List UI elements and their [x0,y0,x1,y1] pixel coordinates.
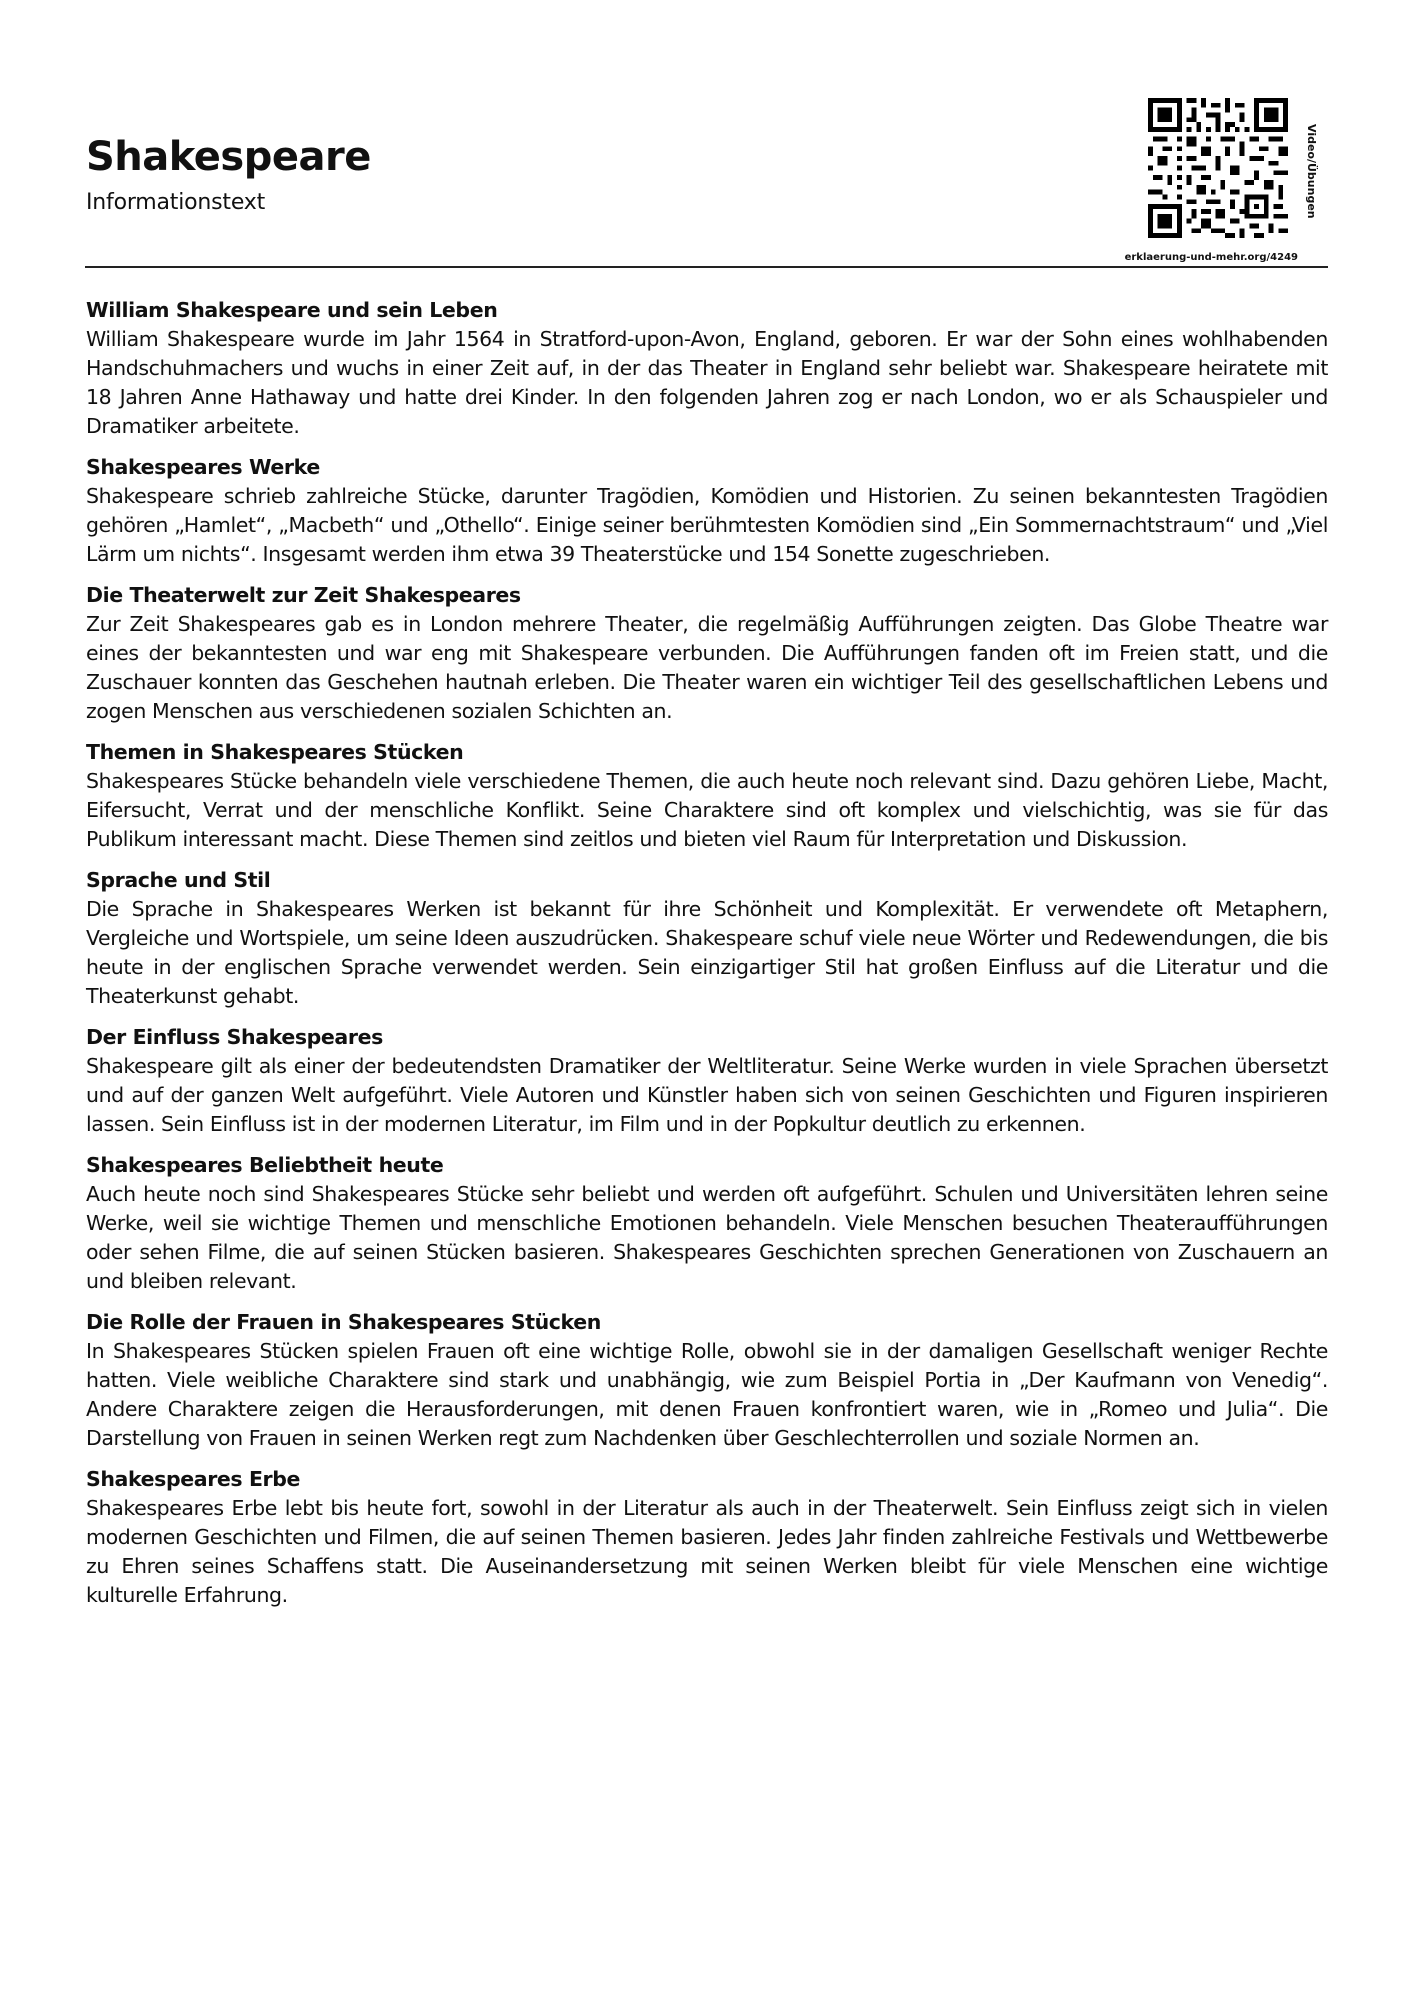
header-divider [85,266,1328,268]
section-heading: Shakespeares Erbe [86,1467,301,1491]
text-body [86,296,1328,1622]
section-text: Shakespeare gilt als einer der bedeutendsten Dramatiker der Weltliteratur. Seine Werke wurden in viele Sprachen übersetzt und auf der ganzen Welt aufgeführt. Viele Autoren und Künstler haben sich von seinen Geschichten und Figuren inspirieren lassen. Sein Einfluss ist in der modernen Literatur, im Film und in der Popkultur deutlich zu erkennen. [86,1054,1328,1136]
page-title: Shakespeare [86,134,371,180]
section-text: Shakespeares Stücke behandeln viele verschiedene Themen, die auch heute noch relevant sind. Dazu gehören Liebe, Macht, Eifersucht, Verrat und der menschliche Konflikt. Seine Charaktere sind oft komplex und vielschichtig, was sie für das Publikum interessant macht. Diese Themen sind zeitlos und bieten viel Raum für Interpretation und Diskussion. [86,769,1328,851]
section-heading: Die Rolle der Frauen in Shakespeares Stücken [86,1310,601,1334]
section-einfluss [86,1023,1328,1139]
section-heading: Sprache und Stil [86,868,271,892]
section-text: Zur Zeit Shakespeares gab es in London mehrere Theater, die regelmäßig Aufführungen zeigten. Das Globe Theatre war eines der bekanntesten und war eng mit Shakespeare verbunden. Die Aufführungen fanden oft im Freien statt, und die Zuschauer konnten das Geschehen hautnah erleben. Die Theater waren ein wichtiger Teil des gesellschaftlichen Lebens und zogen Menschen aus verschiedenen sozialen Schichten an. [86,612,1328,723]
section-text: William Shakespeare wurde im Jahr 1564 in Stratford-upon-Avon, England, geboren. Er war der Sohn eines wohlhabenden Handschuhmachers und wuchs in einer Zeit auf, in der das Theater in England sehr beliebt war. Shakespeare heiratete mit 18 Jahren Anne Hathaway und hatte drei Kinder. In den folgenden Jahren zog er nach London, wo er als Schauspieler und Dramatiker arbeitete. [86,327,1328,438]
section-heading: Shakespeares Werke [86,455,320,479]
section-werke [86,453,1328,569]
section-heading: Die Theaterwelt zur Zeit Shakespeares [86,583,521,607]
section-heading: William Shakespeare und sein Leben [86,298,498,322]
section-text: Die Sprache in Shakespeares Werken ist bekannt für ihre Schönheit und Komplexität. Er verwendete oft Metaphern, Vergleiche und Wortspiele, um seine Ideen auszudrücken. Shakespeare schuf viele neue Wörter und Redewendungen, die bis heute in der englischen Sprache verwendet werden. Sein einzigartiger Stil hat großen Einfluss auf die Literatur und die Theaterkunst gehabt. [86,897,1328,1008]
section-leben [86,296,1328,441]
qr-url-link[interactable]: erklaerung-und-mehr.org/4249 [1124,252,1298,263]
section-theaterwelt [86,581,1328,726]
section-text: In Shakespeares Stücken spielen Frauen oft eine wichtige Rolle, obwohl sie in der damaligen Gesellschaft weniger Rechte hatten. Viele weibliche Charaktere sind stark und unabhängig, wie zum Beispiel Portia in „Der Kaufmann von Venedig“. Andere Charaktere zeigen die Herausforderungen, mit denen Frauen konfrontiert waren, wie in „Romeo und Julia“. Die Darstellung von Frauen in seinen Werken regt zum Nachdenken über Geschlechterrollen und soziale Normen an. [86,1339,1328,1450]
section-erbe [86,1465,1328,1610]
section-text: Auch heute noch sind Shakespeares Stücke sehr beliebt und werden oft aufgeführt. Schulen und Universitäten lehren seine Werke, weil sie wichtige Themen und menschliche Emotionen behandeln. Viele Menschen besuchen Theateraufführungen oder sehen Filme, die auf seinen Stücken basieren. Shakespeares Geschichten sprechen Generationen von Zuschauern an und bleiben relevant. [86,1182,1328,1293]
section-heading: Shakespeares Beliebtheit heute [86,1153,444,1177]
qr-side-label: Video/Übungen [1305,124,1318,219]
section-text: Shakespeares Erbe lebt bis heute fort, sowohl in der Literatur als auch in der Theaterwelt. Sein Einfluss zeigt sich in vielen modernen Geschichten und Filmen, die auf seinen Themen basieren. Jedes Jahr finden zahlreiche Festivals und Wettbewerbe zu Ehren seines Schaffens statt. Die Auseinandersetzung mit seinen Werken bleibt für viele Menschen eine wichtige kulturelle Erfahrung. [86,1496,1328,1607]
section-sprache [86,866,1328,1011]
page-subtitle: Informationstext [86,190,266,215]
section-heading: Der Einfluss Shakespeares [86,1025,383,1049]
section-frauen [86,1308,1328,1453]
section-heading: Themen in Shakespeares Stücken [86,740,464,764]
section-themen [86,738,1328,854]
qr-code-icon[interactable] [1148,98,1288,238]
section-beliebtheit [86,1151,1328,1296]
section-text: Shakespeare schrieb zahlreiche Stücke, darunter Tragödien, Komödien und Historien. Zu seinen bekanntesten Tragödien gehören „Hamlet“, „Macbeth“ und „Othello“. Einige seiner berühmtesten Komödien sind „Ein Sommernachtstraum“ und „Viel Lärm um nichts“. Insgesamt werden ihm etwa 39 Theaterstücke und 154 Sonette zugeschrieben. [86,484,1328,566]
